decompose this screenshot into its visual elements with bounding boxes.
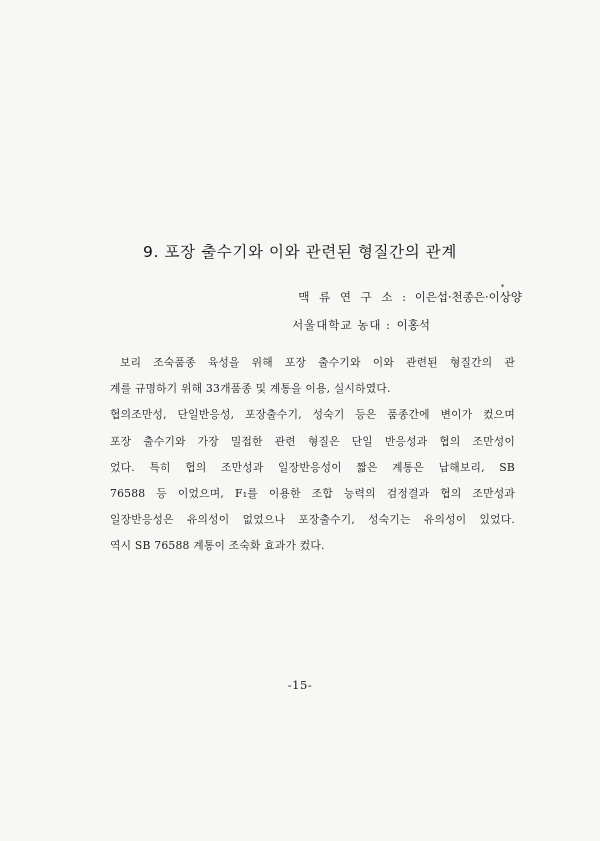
affiliation-label-2: 서울대학교 농대 : (292, 318, 392, 332)
affiliation-line-1 (298, 283, 522, 305)
section-title: 9. 포장 출수기와 이와 관련된 형질간의 관계 (143, 243, 457, 261)
corresponding-mark: * (500, 283, 505, 291)
body-line: 계를 규명하기 위해 33개품종 및 계통을 이용, 실시하였다. (110, 382, 391, 396)
affiliation-label-1: 맥 류 연 구 소 : (298, 290, 410, 304)
body-line: 포장 출수기와 가장 밀접한 관련 형질은 단일 반응성과 협의 조만성이 (110, 434, 515, 448)
body-line: 보리 조숙품종 육성을 위해 포장 출수기와 이와 관련된 형질간의 관 (120, 356, 515, 369)
author-names-1-before: 이은섭·천종은 (414, 290, 486, 304)
body-line: 역시 SB 76588 계통이 조숙화 효과가 컸다. (110, 539, 325, 553)
author-names-2: 이홍석 (396, 318, 430, 332)
author-names-1-after: ·이상양 (485, 290, 522, 304)
body-line: 일장반응성은 유의성이 없었으나 포장출수기, 성숙기는 유의성이 있었다. (110, 513, 515, 527)
body-line: 협의조만성, 단일반응성, 포장출수기, 성숙기 등은 품종간에 변이가 컸으며 (110, 408, 515, 422)
abstract-body (110, 350, 515, 560)
page-number: -15- (287, 678, 313, 692)
body-line: 76588 등 이었으며, F₁를 이용한 조합 능력의 검정결과 협의 조만성과 (110, 486, 515, 500)
author-names-1 (414, 283, 522, 304)
body-line: 었다. 특히 협의 조만성과 일장반응성이 짧은 계통은 납해보리, SB (110, 460, 515, 474)
affiliation-line-2 (292, 317, 430, 333)
